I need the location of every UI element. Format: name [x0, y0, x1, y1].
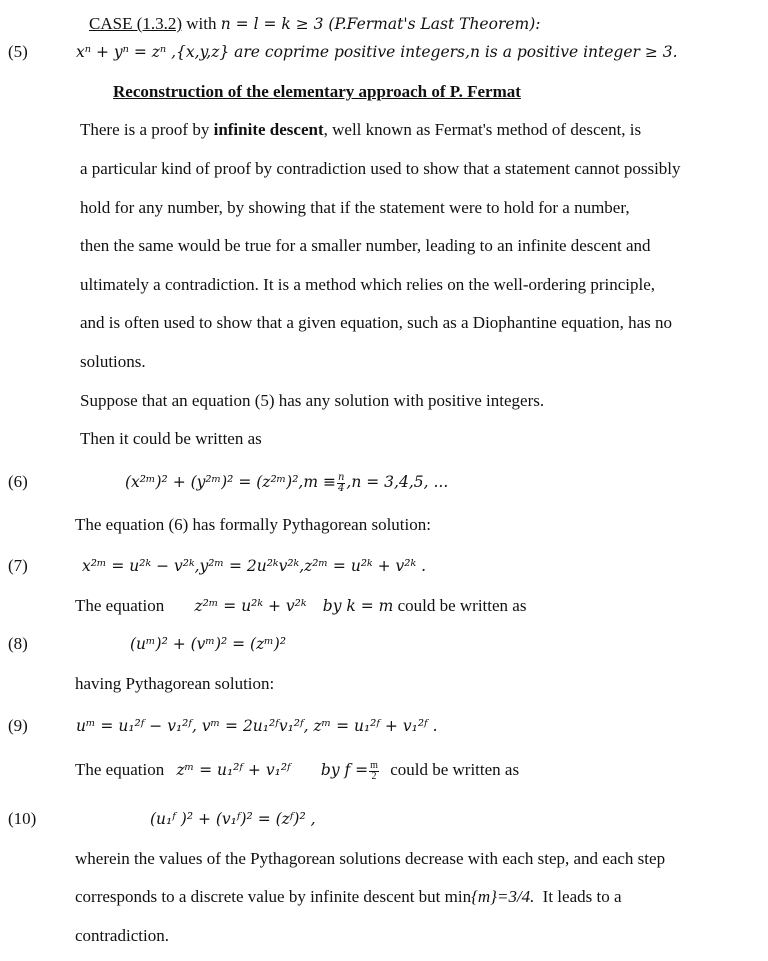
text9-condition: by f =: [320, 761, 369, 779]
final-line3: contradiction.: [75, 926, 169, 945]
para1-line7: solutions.: [80, 352, 146, 371]
text-after-eq9: [75, 760, 519, 782]
text7-c: could be written as: [397, 596, 527, 615]
para1-text-a: There is a proof by: [80, 120, 210, 139]
final-line1: wherein the values of the Pythagorean solutions decrease with each step, and each step: [75, 849, 666, 868]
para1-text-c: , well known as Fermat's method of descent, is: [323, 120, 642, 139]
text-after-eq7: [75, 596, 526, 616]
text-after-eq8: having Pythagorean solution:: [75, 674, 275, 693]
final-line2-c: It leads to a: [542, 887, 622, 906]
text9-c: could be written as: [390, 760, 520, 779]
text9-a: The equation: [75, 760, 165, 779]
para2-line2: Then it could be written as: [80, 429, 262, 448]
equation-6: [125, 472, 448, 494]
fraction-denominator: 2: [371, 770, 377, 782]
equation-number-7: (7): [8, 556, 28, 575]
para1-line6: and is often used to show that a given equation, such as a Diophantine equation, has no: [80, 313, 673, 332]
equation-6-fraction: [337, 473, 345, 494]
equation-6-lhs: (x²ᵐ)² + (y²ᵐ)² = (z²ᵐ)²,m ≡: [125, 473, 336, 491]
case-condition: n = l = k ≥ 3 (P.Fermat's Last Theorem):: [220, 15, 541, 33]
fraction-numerator: n: [337, 471, 345, 483]
para2-line1: Suppose that an equation (5) has any solution with positive integers.: [80, 391, 545, 410]
para1-line3: hold for any number, by showing that if the statement were to hold for a number,: [80, 198, 630, 217]
equation-10: (u₁ᶠ )² + (v₁ᶠ)² = (zᶠ)² ,: [150, 810, 316, 828]
equation-number-5: (5): [8, 42, 28, 61]
case-with: with: [186, 14, 217, 33]
equation-number-8: (8): [8, 634, 28, 653]
text9-equation: zᵐ = u₁²ᶠ + v₁²ᶠ: [176, 761, 291, 779]
equation-8: (uᵐ)² + (vᵐ)² = (zᵐ)²: [130, 635, 287, 653]
section-title: Reconstruction of the elementary approach of P. Fermat: [113, 82, 521, 101]
final-line2-a: corresponds to a discrete value by infinite descent but min: [75, 887, 472, 906]
equation-5: xⁿ + yⁿ = zⁿ ,{x,y,z} are coprime positive integers,n is a positive integer ≥ 3.: [76, 43, 678, 61]
para1-line5: ultimately a contradiction. It is a method which relies on the well-ordering principle,: [80, 275, 655, 294]
final-line2: [75, 887, 622, 907]
equation-number-9: (9): [8, 716, 28, 735]
fraction-denominator: 4: [338, 482, 345, 494]
text7-equation: z²ᵐ = u²ᵏ + v²ᵏ: [194, 597, 307, 615]
case-heading: [89, 14, 541, 34]
case-label: CASE (1.3.2): [89, 14, 183, 33]
para1-line1: [80, 120, 641, 140]
para1-bold-term: infinite descent: [213, 120, 324, 139]
text9-fraction: [369, 761, 379, 782]
equation-7: x²ᵐ = u²ᵏ − v²ᵏ,y²ᵐ = 2u²ᵏv²ᵏ,z²ᵐ = u²ᵏ + v²ᵏ .: [82, 557, 427, 575]
final-line2-set: {m}=3/4.: [471, 887, 535, 906]
fraction-numerator: m: [370, 759, 378, 771]
equation-6-rhs: ,n = 3,4,5, ...: [346, 473, 449, 491]
equation-number-10: (10): [8, 809, 37, 828]
para1-line2: a particular kind of proof by contradiction used to show that a statement cannot possibly: [80, 159, 681, 178]
equation-9: uᵐ = u₁²ᶠ − v₁²ᶠ, vᵐ = 2u₁²ᶠv₁²ᶠ, zᵐ = u₁²ᶠ + v₁²ᶠ .: [76, 717, 438, 735]
para1-line4: then the same would be true for a smaller number, leading to an infinite descent and: [80, 236, 651, 255]
equation-number-6: (6): [8, 472, 28, 491]
text7-condition: by k = m: [322, 597, 394, 615]
text-after-eq6: The equation (6) has formally Pythagorean solution:: [75, 515, 431, 534]
text7-a: The equation: [75, 596, 165, 615]
